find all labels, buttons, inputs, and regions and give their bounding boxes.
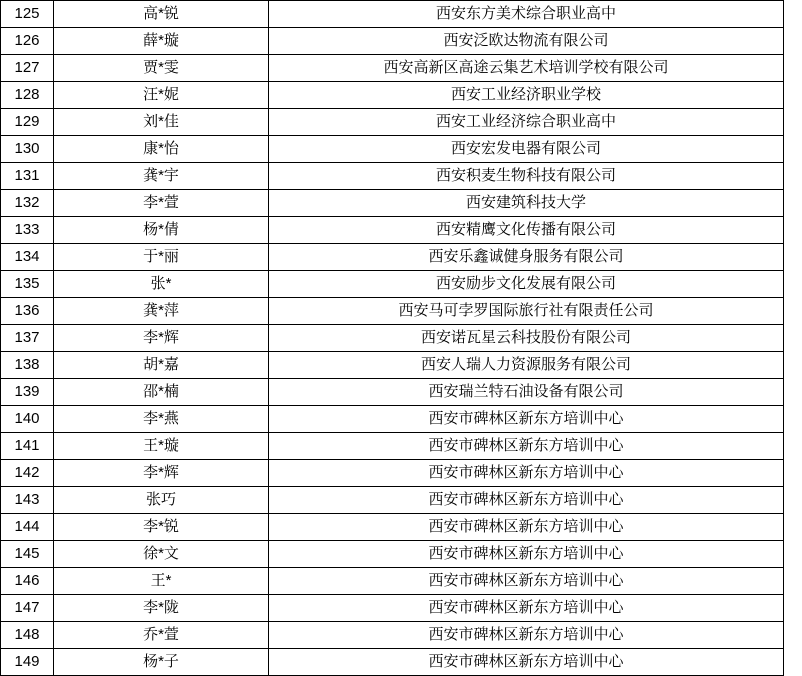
row-organization-cell: 西安宏发电器有限公司 <box>269 136 784 163</box>
table-row[interactable] <box>1 244 784 271</box>
table-row[interactable] <box>1 487 784 514</box>
row-index-cell: 146 <box>1 568 54 595</box>
row-organization-cell: 西安市碑林区新东方培训中心 <box>269 595 784 622</box>
row-organization-cell: 西安精鹰文化传播有限公司 <box>269 217 784 244</box>
table-row[interactable] <box>1 649 784 676</box>
row-index-cell: 127 <box>1 55 54 82</box>
row-index-cell: 147 <box>1 595 54 622</box>
row-index-cell: 140 <box>1 406 54 433</box>
row-organization-cell: 西安东方美术综合职业高中 <box>269 1 784 28</box>
table-row[interactable] <box>1 190 784 217</box>
row-name-cell: 于*丽 <box>54 244 269 271</box>
row-organization-cell: 西安人瑞人力资源服务有限公司 <box>269 352 784 379</box>
table-row[interactable] <box>1 568 784 595</box>
row-index-cell: 144 <box>1 514 54 541</box>
table-row[interactable] <box>1 433 784 460</box>
row-name-cell: 王*璇 <box>54 433 269 460</box>
row-name-cell: 李*辉 <box>54 460 269 487</box>
row-index-cell: 139 <box>1 379 54 406</box>
row-index-cell: 148 <box>1 622 54 649</box>
row-name-cell: 薛*璇 <box>54 28 269 55</box>
row-name-cell: 高*锐 <box>54 1 269 28</box>
table-row[interactable] <box>1 82 784 109</box>
row-index-cell: 131 <box>1 163 54 190</box>
table-row[interactable] <box>1 595 784 622</box>
row-organization-cell: 西安建筑科技大学 <box>269 190 784 217</box>
row-name-cell: 杨*子 <box>54 649 269 676</box>
row-name-cell: 李*燕 <box>54 406 269 433</box>
row-organization-cell: 西安泛欧达物流有限公司 <box>269 28 784 55</box>
row-name-cell: 邵*楠 <box>54 379 269 406</box>
row-organization-cell: 西安市碑林区新东方培训中心 <box>269 514 784 541</box>
row-name-cell: 杨*倩 <box>54 217 269 244</box>
row-name-cell: 乔*萱 <box>54 622 269 649</box>
row-organization-cell: 西安市碑林区新东方培训中心 <box>269 568 784 595</box>
row-organization-cell: 西安市碑林区新东方培训中心 <box>269 622 784 649</box>
row-organization-cell: 西安励步文化发展有限公司 <box>269 271 784 298</box>
row-index-cell: 149 <box>1 649 54 676</box>
row-organization-cell: 西安市碑林区新东方培训中心 <box>269 487 784 514</box>
row-name-cell: 康*怡 <box>54 136 269 163</box>
row-index-cell: 129 <box>1 109 54 136</box>
table-row[interactable] <box>1 298 784 325</box>
row-organization-cell: 西安工业经济综合职业高中 <box>269 109 784 136</box>
row-index-cell: 126 <box>1 28 54 55</box>
row-organization-cell: 西安积麦生物科技有限公司 <box>269 163 784 190</box>
table-row[interactable] <box>1 271 784 298</box>
row-name-cell: 龚*宇 <box>54 163 269 190</box>
row-organization-cell: 西安市碑林区新东方培训中心 <box>269 649 784 676</box>
table-row[interactable] <box>1 136 784 163</box>
table-row[interactable] <box>1 541 784 568</box>
table-row[interactable] <box>1 352 784 379</box>
row-name-cell: 王* <box>54 568 269 595</box>
row-index-cell: 136 <box>1 298 54 325</box>
row-index-cell: 141 <box>1 433 54 460</box>
row-index-cell: 142 <box>1 460 54 487</box>
table-row[interactable] <box>1 55 784 82</box>
row-index-cell: 134 <box>1 244 54 271</box>
row-index-cell: 137 <box>1 325 54 352</box>
table-row[interactable] <box>1 217 784 244</box>
table-row[interactable] <box>1 109 784 136</box>
row-index-cell: 138 <box>1 352 54 379</box>
row-name-cell: 李*陇 <box>54 595 269 622</box>
table-row[interactable] <box>1 325 784 352</box>
table-row[interactable] <box>1 163 784 190</box>
row-organization-cell: 西安市碑林区新东方培训中心 <box>269 541 784 568</box>
row-name-cell: 汪*妮 <box>54 82 269 109</box>
row-name-cell: 李*锐 <box>54 514 269 541</box>
row-organization-cell: 西安乐鑫诚健身服务有限公司 <box>269 244 784 271</box>
row-index-cell: 128 <box>1 82 54 109</box>
row-name-cell: 贾*雯 <box>54 55 269 82</box>
row-name-cell: 龚*萍 <box>54 298 269 325</box>
table-row[interactable] <box>1 1 784 28</box>
row-organization-cell: 西安高新区高途云集艺术培训学校有限公司 <box>269 55 784 82</box>
row-index-cell: 145 <box>1 541 54 568</box>
row-name-cell: 张巧 <box>54 487 269 514</box>
table-row[interactable] <box>1 622 784 649</box>
row-index-cell: 133 <box>1 217 54 244</box>
row-organization-cell: 西安马可孛罗国际旅行社有限责任公司 <box>269 298 784 325</box>
table-row[interactable] <box>1 460 784 487</box>
row-name-cell: 刘*佳 <box>54 109 269 136</box>
row-organization-cell: 西安工业经济职业学校 <box>269 82 784 109</box>
row-index-cell: 130 <box>1 136 54 163</box>
table-body <box>1 1 784 676</box>
row-index-cell: 135 <box>1 271 54 298</box>
row-index-cell: 132 <box>1 190 54 217</box>
row-name-cell: 李*萱 <box>54 190 269 217</box>
table-row[interactable] <box>1 28 784 55</box>
row-name-cell: 李*辉 <box>54 325 269 352</box>
row-organization-cell: 西安市碑林区新东方培训中心 <box>269 460 784 487</box>
row-index-cell: 125 <box>1 1 54 28</box>
table-row[interactable] <box>1 379 784 406</box>
row-organization-cell: 西安市碑林区新东方培训中心 <box>269 406 784 433</box>
row-name-cell: 胡*嘉 <box>54 352 269 379</box>
row-organization-cell: 西安瑞兰特石油设备有限公司 <box>269 379 784 406</box>
row-organization-cell: 西安市碑林区新东方培训中心 <box>269 433 784 460</box>
row-name-cell: 徐*文 <box>54 541 269 568</box>
row-organization-cell: 西安诺瓦星云科技股份有限公司 <box>269 325 784 352</box>
row-name-cell: 张* <box>54 271 269 298</box>
table-row[interactable] <box>1 514 784 541</box>
row-index-cell: 143 <box>1 487 54 514</box>
table-row[interactable] <box>1 406 784 433</box>
